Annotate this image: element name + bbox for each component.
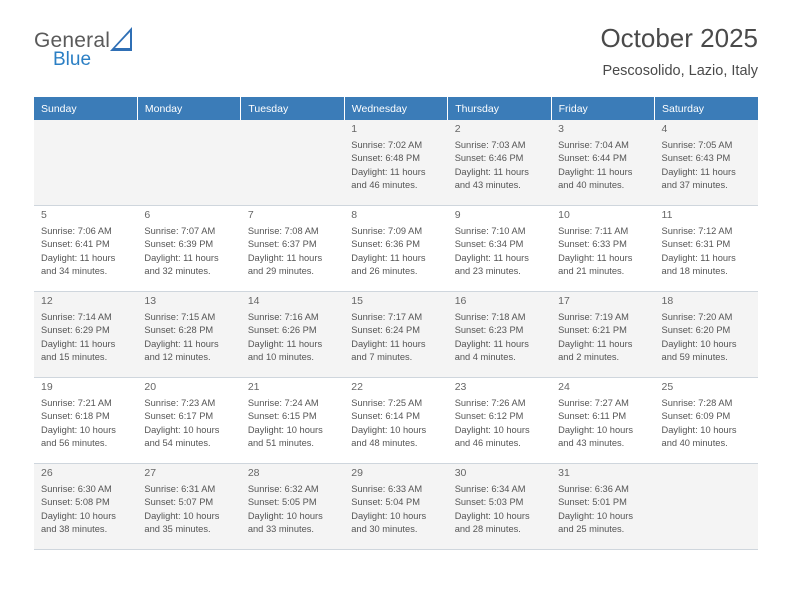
calendar-day-cell[interactable] [137, 378, 240, 464]
day-info-line: Sunrise: 7:27 AM [558, 398, 629, 409]
day-number: 16 [454, 295, 467, 307]
calendar-day-cell[interactable] [448, 120, 551, 206]
calendar-day-cell[interactable] [551, 292, 654, 378]
calendar-day-cell[interactable] [137, 464, 240, 550]
day-info-line: Sunset: 6:18 PM [41, 411, 110, 422]
day-info-line: Sunset: 6:34 PM [454, 239, 524, 250]
calendar-empty-cell [34, 120, 137, 206]
calendar-day-cell[interactable] [344, 292, 447, 378]
calendar-day-cell[interactable] [448, 378, 551, 464]
day-info-line: Sunset: 6:09 PM [661, 411, 731, 422]
day-info-line: and 29 minutes. [247, 265, 314, 276]
calendar-day-cell[interactable] [241, 206, 344, 292]
day-info-line: and 54 minutes. [144, 437, 211, 448]
weekday-header-thursday: Thursday [448, 97, 551, 120]
day-info-line: Sunset: 6:44 PM [558, 153, 627, 164]
day-number: 9 [454, 209, 461, 221]
day-info-line: Sunset: 5:08 PM [41, 497, 110, 508]
day-info-line: Sunset: 5:04 PM [351, 497, 420, 508]
calendar-day-cell[interactable] [655, 120, 758, 206]
day-info-line: Sunrise: 7:24 AM [247, 398, 319, 409]
day-number: 5 [41, 209, 47, 221]
day-number: 13 [144, 295, 157, 307]
day-info-line: Sunrise: 7:11 AM [558, 226, 629, 237]
day-info-line: and 38 minutes. [41, 523, 108, 534]
calendar-day-cell[interactable] [448, 292, 551, 378]
calendar-week-row [34, 292, 758, 378]
day-number: 10 [558, 209, 570, 221]
day-info-line: Sunrise: 7:18 AM [454, 312, 526, 323]
calendar-day-cell[interactable] [344, 378, 447, 464]
day-number: 24 [558, 381, 570, 393]
weekday-header-wednesday: Wednesday [344, 97, 447, 120]
calendar-day-cell[interactable] [655, 292, 758, 378]
day-info-line: and 26 minutes. [351, 265, 418, 276]
calendar-header-row [34, 97, 758, 120]
weekday-header-saturday: Saturday [655, 97, 758, 120]
day-number: 19 [41, 381, 53, 393]
day-info-line: Daylight: 11 hours [454, 252, 529, 263]
day-info-line: and 48 minutes. [351, 437, 418, 448]
calendar-day-cell[interactable] [448, 206, 551, 292]
triangle-logo-inner-icon [115, 32, 130, 48]
day-info-line: Sunrise: 7:15 AM [144, 312, 216, 323]
day-info-line: Sunrise: 7:25 AM [351, 398, 423, 409]
day-number: 27 [144, 467, 157, 479]
day-info-line: and 46 minutes. [351, 179, 418, 190]
day-info-line: Sunset: 6:24 PM [351, 325, 420, 336]
calendar-empty-cell [655, 464, 758, 550]
day-info-line: and 23 minutes. [454, 265, 521, 276]
day-info-line: and 32 minutes. [144, 265, 211, 276]
day-info-line: and 59 minutes. [661, 351, 728, 362]
day-info-line: and 43 minutes. [558, 437, 625, 448]
day-info-line: Daylight: 11 hours [144, 252, 219, 263]
day-info-line: Sunrise: 7:10 AM [454, 226, 526, 237]
day-number: 28 [247, 467, 260, 479]
day-info-line: and 4 minutes. [454, 351, 516, 362]
day-info-line: Sunrise: 6:30 AM [41, 484, 112, 495]
weekday-header-tuesday: Tuesday [241, 97, 344, 120]
calendar-day-cell[interactable] [344, 206, 447, 292]
day-info-line: and 40 minutes. [661, 437, 728, 448]
day-info-line: Sunrise: 7:16 AM [247, 312, 319, 323]
day-info-line: and 21 minutes. [558, 265, 625, 276]
day-info-line: Daylight: 11 hours [558, 166, 633, 177]
day-info-line: and 40 minutes. [558, 179, 625, 190]
day-number: 6 [144, 209, 151, 221]
calendar-day-cell[interactable] [137, 292, 240, 378]
day-number: 20 [144, 381, 157, 393]
day-info-line: Sunset: 6:26 PM [247, 325, 317, 336]
day-info-line: Daylight: 11 hours [351, 166, 426, 177]
day-info-line: Sunset: 6:36 PM [351, 239, 420, 250]
day-info-line: and 30 minutes. [351, 523, 418, 534]
calendar-day-cell[interactable] [34, 464, 137, 550]
day-info-line: and 56 minutes. [41, 437, 108, 448]
day-info-line: Daylight: 10 hours [144, 510, 220, 521]
day-number: 1 [351, 123, 358, 135]
day-info-line: Daylight: 11 hours [558, 338, 633, 349]
day-info-line: and 34 minutes. [41, 265, 108, 276]
day-info-line: and 10 minutes. [247, 351, 314, 362]
calendar-week-row [34, 464, 758, 550]
day-info-line: Sunset: 6:11 PM [558, 411, 627, 422]
day-number: 18 [661, 295, 674, 307]
calendar-day-cell[interactable] [551, 120, 654, 206]
weekday-header-sunday: Sunday [34, 97, 137, 120]
day-info-line: and 33 minutes. [247, 523, 314, 534]
calendar-day-cell[interactable] [34, 206, 137, 292]
day-info-line: Sunset: 5:03 PM [454, 497, 524, 508]
day-info-line: Sunset: 6:43 PM [661, 153, 731, 164]
day-info-line: Sunset: 6:12 PM [454, 411, 524, 422]
day-info-line: and 15 minutes. [41, 351, 108, 362]
day-number: 25 [661, 381, 674, 393]
day-number: 2 [454, 123, 461, 135]
calendar-day-cell[interactable] [34, 292, 137, 378]
day-info-line: Daylight: 10 hours [558, 510, 634, 521]
calendar-day-cell[interactable] [137, 206, 240, 292]
day-info-line: and 35 minutes. [144, 523, 211, 534]
day-number: 21 [247, 381, 260, 393]
day-info-line: Sunrise: 7:06 AM [41, 226, 112, 237]
day-info-line: Sunrise: 6:33 AM [351, 484, 423, 495]
page-subtitle: Pescosolido, Lazio, Italy [602, 62, 758, 79]
calendar-day-cell[interactable] [551, 206, 654, 292]
day-info-line: Sunrise: 7:17 AM [351, 312, 423, 323]
day-number: 3 [558, 123, 564, 135]
day-info-line: Sunset: 6:15 PM [247, 411, 317, 422]
weekday-header-friday: Friday [551, 97, 654, 120]
day-info-line: Sunset: 6:20 PM [661, 325, 731, 336]
day-info-line: Sunset: 6:28 PM [144, 325, 214, 336]
calendar-day-cell[interactable] [34, 378, 137, 464]
title-block [600, 24, 758, 80]
day-number: 22 [351, 381, 363, 393]
day-info-line: and 2 minutes. [558, 351, 620, 362]
day-info-line: and 7 minutes. [351, 351, 413, 362]
day-info-line: Daylight: 10 hours [454, 424, 530, 435]
day-number: 26 [41, 467, 53, 479]
day-number: 23 [454, 381, 467, 393]
day-info-line: Daylight: 10 hours [351, 510, 427, 521]
day-info-line: Daylight: 11 hours [41, 252, 116, 263]
day-info-line: Sunrise: 7:14 AM [41, 312, 112, 323]
page-title: October 2025 [600, 23, 758, 53]
day-info-line: Sunrise: 7:21 AM [41, 398, 112, 409]
day-info-line: Sunrise: 6:36 AM [558, 484, 629, 495]
day-info-line: Sunset: 5:07 PM [144, 497, 214, 508]
day-info-line: Sunrise: 6:32 AM [247, 484, 319, 495]
page-header [34, 24, 758, 86]
calendar-day-cell[interactable] [241, 292, 344, 378]
day-info-line: Sunset: 6:31 PM [661, 239, 731, 250]
calendar-day-cell[interactable] [241, 378, 344, 464]
day-info-line: Sunrise: 7:04 AM [558, 140, 629, 151]
day-info-line: Sunset: 5:01 PM [558, 497, 627, 508]
day-info-line: Daylight: 10 hours [247, 424, 323, 435]
day-info-line: Daylight: 10 hours [351, 424, 427, 435]
day-info-line: and 46 minutes. [454, 437, 521, 448]
calendar-week-row [34, 206, 758, 292]
day-info-line: Daylight: 11 hours [247, 338, 323, 349]
day-number: 14 [247, 295, 260, 307]
day-info-line: Daylight: 10 hours [144, 424, 220, 435]
day-number: 8 [351, 209, 358, 221]
day-info-line: Daylight: 11 hours [661, 166, 736, 177]
weekday-header-monday: Monday [137, 97, 240, 120]
day-info-line: Daylight: 11 hours [351, 338, 426, 349]
day-info-line: Daylight: 10 hours [454, 510, 530, 521]
day-number: 17 [558, 295, 570, 307]
day-info-line: Sunset: 6:23 PM [454, 325, 524, 336]
day-info-line: Sunrise: 7:05 AM [661, 140, 733, 151]
day-info-line: Daylight: 10 hours [247, 510, 323, 521]
day-info-line: and 18 minutes. [661, 265, 728, 276]
calendar-table [34, 97, 758, 550]
calendar-day-cell[interactable] [344, 120, 447, 206]
day-info-line: Daylight: 10 hours [41, 424, 116, 435]
brand-name-blue: Blue [53, 49, 92, 70]
day-info-line: Daylight: 10 hours [661, 338, 737, 349]
day-info-line: and 28 minutes. [454, 523, 521, 534]
day-info-line: Sunrise: 7:19 AM [558, 312, 629, 323]
calendar-day-cell[interactable] [655, 206, 758, 292]
day-info-line: Daylight: 11 hours [661, 252, 736, 263]
calendar-day-cell[interactable] [448, 464, 551, 550]
day-info-line: and 12 minutes. [144, 351, 211, 362]
day-info-line: Sunset: 6:29 PM [41, 325, 110, 336]
day-info-line: Daylight: 11 hours [454, 166, 529, 177]
day-info-line: Sunrise: 7:03 AM [454, 140, 526, 151]
calendar-week-row [34, 120, 758, 206]
calendar-day-cell[interactable] [241, 464, 344, 550]
day-info-line: Daylight: 11 hours [454, 338, 529, 349]
calendar-empty-cell [137, 120, 240, 206]
brand-logo [34, 24, 111, 70]
calendar-day-cell[interactable] [551, 464, 654, 550]
day-info-line: Sunrise: 7:20 AM [661, 312, 733, 323]
calendar-day-cell[interactable] [344, 464, 447, 550]
day-info-line: Sunrise: 6:34 AM [454, 484, 526, 495]
day-number: 31 [558, 467, 570, 479]
day-info-line: Sunrise: 7:12 AM [661, 226, 733, 237]
day-info-line: Sunset: 6:14 PM [351, 411, 420, 422]
day-info-line: Sunset: 6:48 PM [351, 153, 420, 164]
calendar-body [34, 120, 758, 550]
day-number: 12 [41, 295, 53, 307]
day-info-line: Sunrise: 7:28 AM [661, 398, 733, 409]
day-info-line: Sunrise: 7:07 AM [144, 226, 216, 237]
day-info-line: Daylight: 11 hours [144, 338, 219, 349]
day-number: 4 [661, 123, 668, 135]
day-info-line: Daylight: 11 hours [41, 338, 116, 349]
day-info-line: and 37 minutes. [661, 179, 728, 190]
day-info-line: Sunset: 6:46 PM [454, 153, 524, 164]
day-number: 11 [661, 209, 673, 221]
day-info-line: and 25 minutes. [558, 523, 625, 534]
day-info-line: Sunset: 6:33 PM [558, 239, 627, 250]
day-info-line: Sunset: 5:05 PM [247, 497, 317, 508]
day-info-line: Sunrise: 7:23 AM [144, 398, 216, 409]
calendar-day-cell[interactable] [551, 378, 654, 464]
brand-name-general: General [34, 29, 111, 52]
day-info-line: Sunrise: 7:09 AM [351, 226, 423, 237]
day-number: 29 [351, 467, 363, 479]
day-info-line: Sunset: 6:21 PM [558, 325, 627, 336]
day-info-line: Daylight: 11 hours [558, 252, 633, 263]
day-info-line: Sunrise: 7:08 AM [247, 226, 319, 237]
day-info-line: Daylight: 10 hours [558, 424, 634, 435]
day-info-line: Daylight: 10 hours [661, 424, 737, 435]
day-info-line: Daylight: 11 hours [247, 252, 323, 263]
day-info-line: Sunset: 6:39 PM [144, 239, 214, 250]
day-info-line: Sunset: 6:17 PM [144, 411, 214, 422]
day-info-line: Sunset: 6:41 PM [41, 239, 110, 250]
day-info-line: Sunrise: 6:31 AM [144, 484, 216, 495]
day-info-line: Sunrise: 7:26 AM [454, 398, 526, 409]
day-info-line: Sunrise: 7:02 AM [351, 140, 423, 151]
calendar-empty-cell [241, 120, 344, 206]
day-number: 30 [454, 467, 467, 479]
calendar-day-cell[interactable] [655, 378, 758, 464]
day-number: 7 [247, 209, 254, 221]
calendar-week-row [34, 378, 758, 464]
day-info-line: and 43 minutes. [454, 179, 521, 190]
day-info-line: Sunset: 6:37 PM [247, 239, 317, 250]
day-number: 15 [351, 295, 363, 307]
day-info-line: and 51 minutes. [247, 437, 314, 448]
day-info-line: Daylight: 10 hours [41, 510, 116, 521]
day-info-line: Daylight: 11 hours [351, 252, 426, 263]
